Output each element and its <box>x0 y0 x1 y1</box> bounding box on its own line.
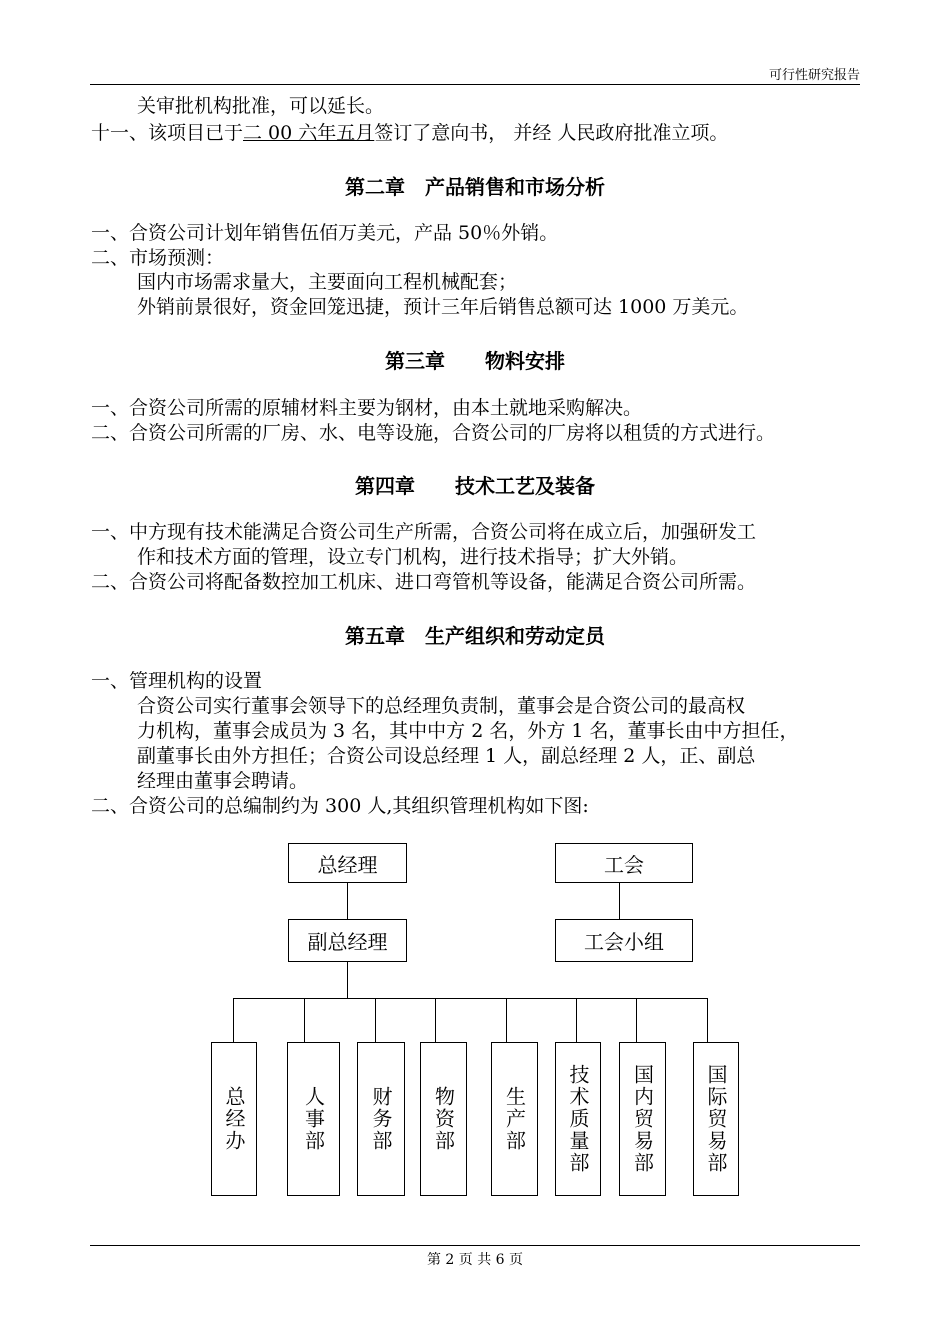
intro-line-2-prefix: 十一、该项目已于 <box>91 122 244 144</box>
intro-line-2-suffix: 签订了意向书， 并经 人民政府批准立项。 <box>374 122 729 144</box>
org-dept-box <box>555 1042 601 1196</box>
org-connector <box>233 998 234 1042</box>
header-rule <box>90 84 860 85</box>
org-dept-label: 人事部 <box>301 1086 326 1152</box>
chapter-3-item-2: 二、合资公司所需的厂房、水、电等设施，合资公司的厂房将以租赁的方式进行。 <box>91 422 776 444</box>
org-connector <box>347 962 348 998</box>
intro-line-2 <box>91 122 728 144</box>
org-connector <box>304 998 305 1042</box>
chapter-5-item-2: 二、合资公司的总编制约为 300 人,其组织管理机构如下图: <box>91 795 589 817</box>
chapter-2-item-2: 二、市场预测： <box>91 247 225 269</box>
chapter-4-item-1-line-2: 作和技术方面的管理，设立专门机构，进行技术指导；扩大外销。 <box>137 546 689 568</box>
chapter-5-para-1: 合资公司实行董事会领导下的总经理负责制，董事会是合资公司的最高权 <box>137 695 746 717</box>
org-dept-label: 技术质量部 <box>566 1064 590 1174</box>
org-dept-label: 财务部 <box>369 1086 393 1152</box>
chapter-5-para-3: 副董事长由外方担任；合资公司设总经理 1 人，副总经理 2 人，正、副总 <box>137 745 756 767</box>
chapter-2-sub-2: 外销前景很好，资金回笼迅捷，预计三年后销售总额可达 1000 万美元。 <box>137 296 749 318</box>
org-connector <box>636 998 637 1042</box>
chapter-4-title: 第四章 技术工艺及装备 <box>355 474 595 498</box>
org-connector <box>506 998 507 1042</box>
org-dept-box <box>211 1042 257 1196</box>
chapter-4-item-1-line-1: 一、中方现有技术能满足合资公司生产所需，合资公司将在成立后，加强研发工 <box>91 521 757 543</box>
org-connector <box>707 998 708 1042</box>
chapter-5-para-4: 经理由董事会聘请。 <box>137 770 309 792</box>
org-union-group: 工会小组 <box>555 919 693 962</box>
org-connector <box>435 998 436 1042</box>
org-deputy-manager: 副总经理 <box>288 919 407 962</box>
org-dept-label: 国内贸易部 <box>630 1064 655 1174</box>
org-dept-box <box>491 1042 538 1196</box>
chapter-5-item-1: 一、管理机构的设置 <box>91 670 263 692</box>
org-dept-label: 物资部 <box>431 1086 456 1152</box>
footer-page-number: 第 2 页 共 6 页 <box>426 1252 524 1268</box>
org-dept-label: 生产部 <box>502 1086 527 1152</box>
org-connector <box>576 998 577 1042</box>
org-dept-label: 国际贸易部 <box>704 1064 728 1174</box>
chapter-5-para-2: 力机构，董事会成员为 3 名，其中中方 2 名，外方 1 名，董事长由中方担任， <box>137 720 799 742</box>
org-connector <box>375 998 376 1042</box>
org-dept-box <box>357 1042 405 1196</box>
org-connector <box>619 883 620 919</box>
org-dept-box <box>693 1042 739 1196</box>
org-union: 工会 <box>555 843 693 883</box>
org-dept-box <box>619 1042 666 1196</box>
chapter-5-title: 第五章 生产组织和劳动定员 <box>345 624 605 648</box>
chapter-3-item-1: 一、合资公司所需的原辅材料主要为钢材，由本土就地采购解决。 <box>91 397 643 419</box>
chapter-3-title: 第三章 物料安排 <box>385 349 565 373</box>
intro-line-1: 关审批机构批准，可以延长。 <box>137 95 385 117</box>
chapter-4-item-2: 二、合资公司将配备数控加工机床、进口弯管机等设备，能满足合资公司所需。 <box>91 571 757 593</box>
org-dept-box <box>420 1042 467 1196</box>
org-connector <box>347 883 348 919</box>
chapter-2-title: 第二章 产品销售和市场分析 <box>345 175 605 199</box>
header-title: 可行性研究报告 <box>768 68 860 83</box>
intro-date: 二 00 六年五月 <box>243 122 375 144</box>
chapter-2-item-1: 一、合资公司计划年销售伍佰万美元，产品 50％外销。 <box>91 222 559 244</box>
footer-rule <box>90 1245 860 1246</box>
org-dept-box <box>287 1042 340 1196</box>
org-general-manager: 总经理 <box>288 843 407 883</box>
chapter-2-sub-1: 国内市场需求量大，主要面向工程机械配套； <box>137 271 518 293</box>
org-dept-label: 总经办 <box>222 1086 246 1152</box>
